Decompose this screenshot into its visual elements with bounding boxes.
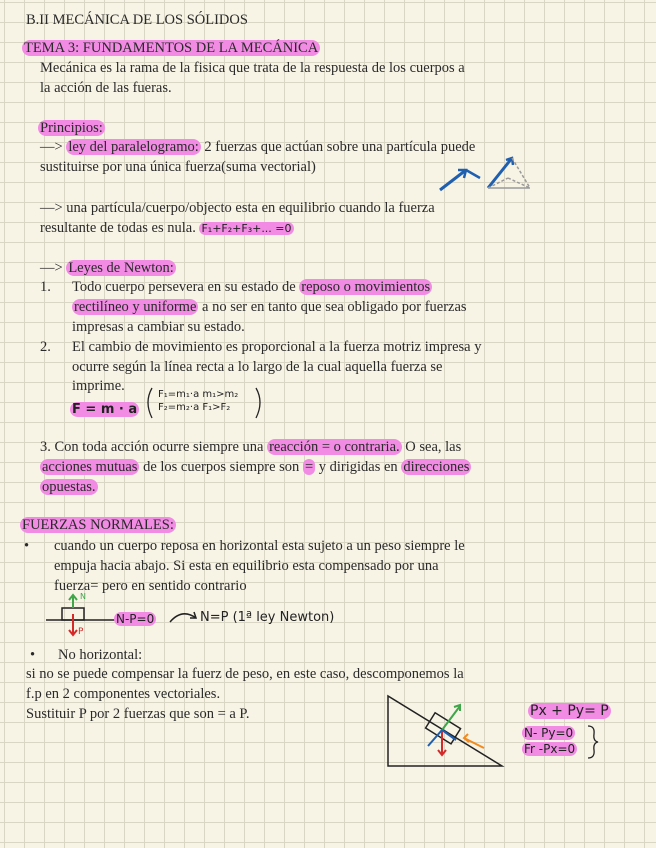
arrow-glyph: —> [40,260,63,276]
curved-arrow [168,608,202,626]
law-3-highlight-4: direcciones [403,459,470,475]
law-3-text: 3. Con toda acción ocurre siempre una [40,439,264,455]
newton-formula [70,402,139,417]
normal-b2-line-1: si no se puede compensar la fuerz de peso, en este caso, descomponemos la [26,666,464,682]
principle-2-line-2 [40,218,294,239]
incline-eq-3 [522,742,577,756]
law-1-line-1 [72,277,432,297]
law-1-line-3: impresas a cambiar su estado. [72,319,245,335]
law-3-highlight-1: reacción = o contraria. [269,439,400,455]
law-1-highlight-2: rectilíneo y uniforme [74,299,197,315]
normal-b2-heading: No horizontal: [58,647,143,663]
bullet-2: • [30,647,36,663]
law-2-line-1: El cambio de movimiento es proporcional a la fuerza motriz impresa y [72,339,482,355]
incline-eq-3-text: Fr -Px=0 [524,742,576,756]
law-2-line-3: imprime. [72,378,125,394]
incline-eq-1-text: Px + Py= P [530,703,609,719]
equilibrium-formula: F₁+F₂+F₃+... =0 [201,222,292,235]
law-3-line-2 [40,457,471,477]
principle-1-text: 2 fuerzas que actúan sobre una partícula puede [204,139,476,155]
law-1-line-2 [72,297,467,317]
normal-b1-line-2: empuja hacia abajo. Si esta en equilibrio esta compensado por una [54,558,439,574]
newton-heading [40,258,176,278]
topic-title-text: TEMA 3: FUNDAMENTOS DE LA MECÁNICA [24,40,319,56]
label-p: P [78,627,84,637]
system-brace [586,724,600,760]
law-1-text-2: a no ser en tanto que sea obligado por fuerzas [202,299,467,315]
principle-1-line-2: sustituirse por una única fuerza(suma vectorial) [40,159,316,175]
normal-equation-text: N-P=0 [116,612,155,626]
unit-title: B.II MECÁNICA DE LOS SÓLIDOS [26,12,248,28]
normal-b1-line-1: cuando un cuerpo reposa en horizontal esta sujeto a un peso siempre le [54,538,465,554]
law-3-text-4: y dirigidas en [318,459,398,475]
normal-forces-heading [20,515,176,535]
principles-heading [38,118,105,138]
incline-eq-2-text: N- Py=0 [524,726,574,740]
principle-1-line-1 [40,137,475,157]
bullet-1: • [24,538,30,554]
law-3-line-1 [40,437,461,457]
label-n: N [80,592,86,601]
law-3-line-3 [40,477,98,497]
law-1-number: 1. [40,279,51,295]
law-2-number: 2. [40,339,51,355]
law-3-highlight-5: opuestas. [42,479,96,495]
newton-formula-text: F = m · a [72,402,138,417]
mass-note-1: F₁=m₁·a m₁>m₂ [158,389,239,400]
law-3-highlight-3: = [304,459,314,475]
normal-b2-line-2: f.p en 2 componentes vectoriales. [26,686,221,702]
normal-b1-line-3: fuerza= pero en sentido contrario [54,578,247,594]
law-1-text: Todo cuerpo persevera en su estado de [72,279,296,295]
newton-note: N=P (1ª ley Newton) [200,610,335,625]
incline-sketch [384,692,508,772]
law-3-highlight-2: acciones mutuas [42,459,138,475]
arrow-glyph: —> [40,139,63,155]
mass-note-2: F₂=m₂·a F₁>F₂ [158,402,231,413]
principle-2-text: resultante de todas es nula. [40,220,196,236]
paralelogramo-term: ley del paralelogramo: [68,139,199,155]
incline-eq-2 [522,726,575,740]
parallelogram-sketch [436,152,546,198]
topic-title [22,38,320,58]
normal-forces-heading-text: FUERZAS NORMALES: [22,517,174,533]
intro-line-1: Mecánica es la rama de la fisica que trata de la respuesta de los cuerpos a [40,60,465,76]
intro-line-2: la acción de las fueras. [40,80,172,96]
law-3-text-2: O sea, las [405,439,462,455]
incline-eq-1 [528,703,611,719]
law-3-text-3: de los cuerpos siempre son [143,459,300,475]
law-1-highlight-1: reposo o movimientos [301,279,431,295]
newton-heading-text: Leyes de Newton: [68,260,174,276]
law-2-line-2: ocurre según la línea recta a lo largo de la cual aquella fuerza se [72,359,443,375]
normal-equation [114,612,156,626]
normal-b2-line-3: Sustituir P por 2 fuerzas que son = a P. [26,706,250,722]
principles-heading-text: Principios: [40,120,103,136]
principle-2-line-1: —> una partícula/cuerpo/objecto esta en equilibrio cuando la fuerza [40,200,435,216]
